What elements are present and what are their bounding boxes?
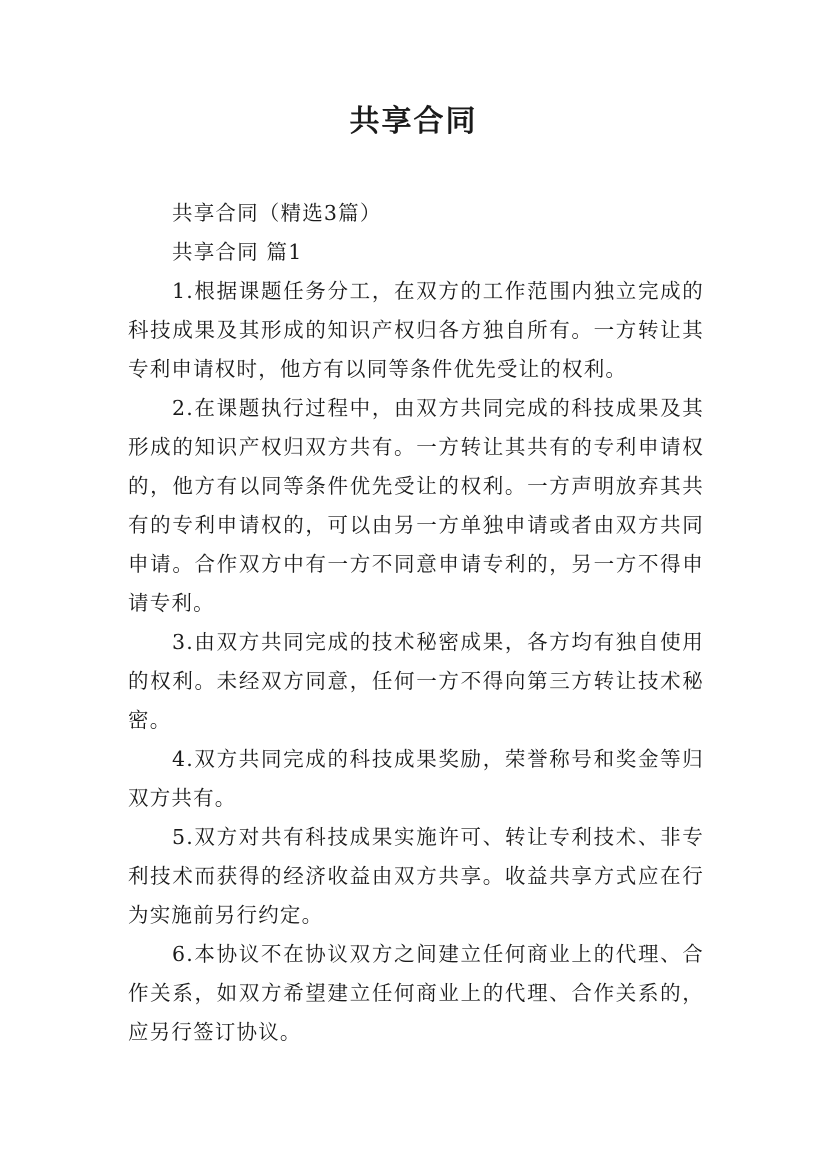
paragraph-6: 6.本协议不在协议双方之间建立任何商业上的代理、合作关系，如双方希望建立任何商业上的代理、合作关系的，应另行签订协议。 xyxy=(128,942,704,1044)
document-subtitle: 共享合同（精选3篇） xyxy=(172,201,382,225)
paragraph-1: 1.根据课题任务分工，在双方的工作范围内独立完成的科技成果及其形成的知识产权归各方独自所有。一方转让其专利申请权时，他方有以同等条件优先受让的权利。 xyxy=(128,279,704,381)
section-heading: 共享合同 篇1 xyxy=(172,240,303,264)
paragraph-2: 2.在课题执行过程中，由双方共同完成的科技成果及其形成的知识产权归双方共有。一方转让其共有的专利申请权的，他方有以同等条件优先受让的权利。一方声明放弃其共有的专利申请权的，可以由另一方单独申请或者由双方共同申请。合作双方中有一方不同意申请专利的，另一方不得申请专利。 xyxy=(128,396,704,615)
document-title: 共享合同 xyxy=(349,104,478,139)
document-body xyxy=(128,194,704,1052)
paragraph-4: 4.双方共同完成的科技成果奖励，荣誉称号和奖金等归双方共有。 xyxy=(128,747,704,810)
paragraph-5: 5.双方对共有科技成果实施许可、转让专利技术、非专利技术而获得的经济收益由双方共享。收益共享方式应在行为实施前另行约定。 xyxy=(128,825,704,927)
paragraph-3: 3.由双方共同完成的技术秘密成果，各方均有独自使用的权利。未经双方同意，任何一方不得向第三方转让技术秘密。 xyxy=(128,630,704,732)
